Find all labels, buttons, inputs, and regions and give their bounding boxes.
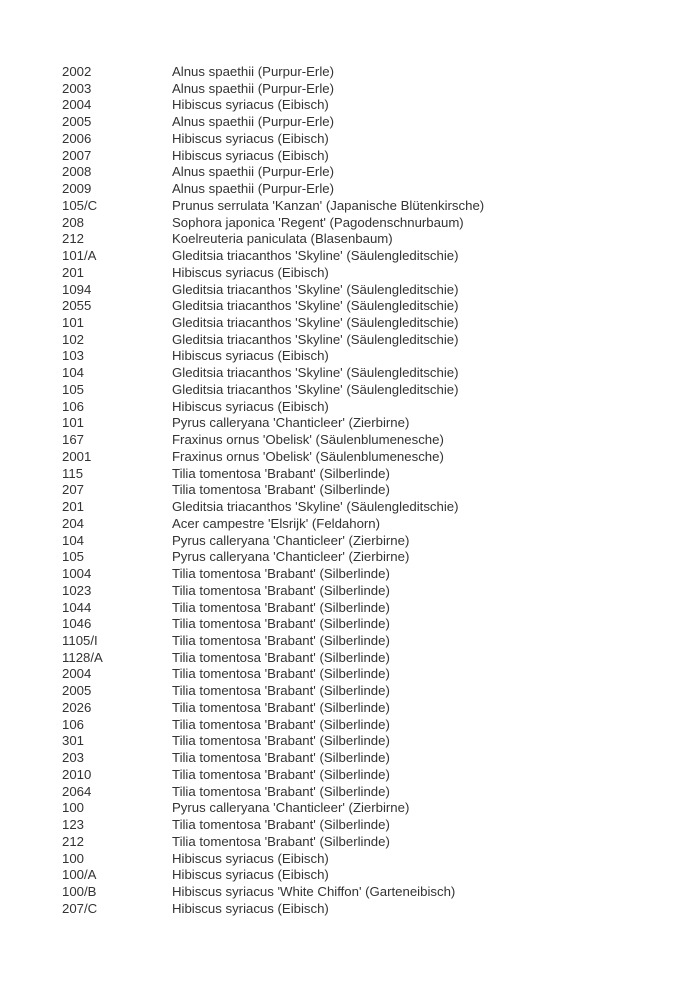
tree-number-cell: 207: [62, 482, 85, 498]
tree-number-cell: 104: [62, 532, 85, 548]
table-row: [62, 901, 680, 918]
tree-number-cell: 204: [62, 515, 85, 531]
tree-species-cell: Tilia tomentosa 'Brabant' (Silberlinde): [172, 733, 390, 749]
table-row: [62, 700, 680, 717]
tree-number-cell: 2008: [62, 164, 92, 180]
tree-species-cell: Gleditsia triacanthos 'Skyline' (Säulengleditschie): [172, 315, 459, 331]
table-row: [62, 265, 680, 282]
tree-number-cell: 2006: [62, 130, 92, 146]
tree-number-cell: 2007: [62, 147, 92, 163]
tree-number-cell: 208: [62, 214, 85, 230]
tree-number-cell: 1046: [62, 616, 92, 632]
tree-number-cell: 115: [62, 465, 84, 481]
table-row: [62, 499, 680, 516]
table-row: [62, 733, 680, 750]
tree-species-cell: Gleditsia triacanthos 'Skyline' (Säulengleditschie): [172, 499, 459, 515]
tree-species-cell: Alnus spaethii (Purpur-Erle): [172, 80, 334, 96]
table-row: [62, 365, 680, 382]
table-row: [62, 114, 680, 131]
tree-species-cell: Tilia tomentosa 'Brabant' (Silberlinde): [172, 699, 390, 715]
table-row: [62, 97, 680, 114]
tree-number-cell: 101: [62, 315, 85, 331]
table-row: [62, 449, 680, 466]
tree-species-cell: Gleditsia triacanthos 'Skyline' (Säulengleditschie): [172, 365, 459, 381]
tree-number-cell: 2004: [62, 666, 92, 682]
table-row: [62, 332, 680, 349]
tree-number-cell: 2001: [62, 448, 92, 464]
tree-species-cell: Gleditsia triacanthos 'Skyline' (Säulengleditschie): [172, 281, 459, 297]
table-row: [62, 767, 680, 784]
table-row: [62, 633, 680, 650]
tree-species-cell: Tilia tomentosa 'Brabant' (Silberlinde): [172, 683, 390, 699]
tree-number-cell: 100/B: [62, 883, 97, 899]
table-row: [62, 298, 680, 315]
table-row: [62, 248, 680, 265]
tree-species-cell: Tilia tomentosa 'Brabant' (Silberlinde): [172, 582, 390, 598]
table-row: [62, 64, 680, 81]
tree-number-cell: 2005: [62, 114, 92, 130]
table-row: [62, 348, 680, 365]
table-row: [62, 750, 680, 767]
tree-species-cell: Fraxinus ornus 'Obelisk' (Säulenblumenesche): [172, 432, 444, 448]
tree-number-cell: 105: [62, 549, 85, 565]
tree-species-cell: Koelreuteria paniculata (Blasenbaum): [172, 231, 393, 247]
tree-number-cell: 2002: [62, 64, 92, 79]
table-row: [62, 800, 680, 817]
table-row: [62, 666, 680, 683]
table-row: [62, 432, 680, 449]
tree-species-cell: Tilia tomentosa 'Brabant' (Silberlinde): [172, 599, 390, 615]
tree-species-cell: Tilia tomentosa 'Brabant' (Silberlinde): [172, 817, 390, 833]
table-row: [62, 164, 680, 181]
tree-number-cell: 100: [62, 800, 85, 816]
tree-number-cell: 100: [62, 850, 85, 866]
table-row: [62, 81, 680, 98]
tree-number-cell: 1105/I: [62, 632, 98, 648]
tree-species-cell: Hibiscus syriacus (Eibisch): [172, 147, 329, 163]
tree-species-cell: Alnus spaethii (Purpur-Erle): [172, 114, 334, 130]
tree-species-cell: Hibiscus syriacus (Eibisch): [172, 264, 329, 280]
table-row: [62, 867, 680, 884]
tree-species-cell: Pyrus calleryana 'Chanticleer' (Zierbirne): [172, 800, 410, 816]
table-row: [62, 215, 680, 232]
table-row: [62, 884, 680, 901]
tree-number-cell: 2064: [62, 783, 92, 799]
tree-species-cell: Tilia tomentosa 'Brabant' (Silberlinde): [172, 465, 390, 481]
tree-number-cell: 105/C: [62, 197, 98, 213]
tree-number-cell: 104: [62, 365, 85, 381]
tree-species-cell: Tilia tomentosa 'Brabant' (Silberlinde): [172, 750, 390, 766]
table-row: [62, 683, 680, 700]
tree-species-cell: Hibiscus syriacus (Eibisch): [172, 348, 329, 364]
tree-number-cell: 301: [62, 733, 85, 749]
tree-species-cell: Hibiscus syriacus (Eibisch): [172, 97, 329, 113]
table-row: [62, 784, 680, 801]
table-row: [62, 533, 680, 550]
tree-number-cell: 2004: [62, 97, 92, 113]
tree-species-cell: Gleditsia triacanthos 'Skyline' (Säulengleditschie): [172, 298, 459, 314]
tree-species-cell: Tilia tomentosa 'Brabant' (Silberlinde): [172, 833, 390, 849]
tree-species-cell: Hibiscus syriacus (Eibisch): [172, 130, 329, 146]
table-row: [62, 600, 680, 617]
tree-number-cell: 2005: [62, 683, 92, 699]
table-row: [62, 148, 680, 165]
tree-number-cell: 201: [62, 264, 85, 280]
tree-species-cell: Tilia tomentosa 'Brabant' (Silberlinde): [172, 783, 390, 799]
tree-list: [62, 64, 680, 917]
table-row: [62, 482, 680, 499]
tree-number-cell: 2010: [62, 766, 92, 782]
table-row: [62, 566, 680, 583]
tree-species-cell: Prunus serrulata 'Kanzan' (Japanische Blütenkirsche): [172, 197, 485, 213]
tree-number-cell: 212: [62, 833, 85, 849]
tree-species-cell: Tilia tomentosa 'Brabant' (Silberlinde): [172, 566, 390, 582]
tree-number-cell: 106: [62, 398, 85, 414]
tree-number-cell: 1004: [62, 566, 92, 582]
tree-species-cell: Tilia tomentosa 'Brabant' (Silberlinde): [172, 649, 390, 665]
tree-species-cell: Tilia tomentosa 'Brabant' (Silberlinde): [172, 666, 390, 682]
tree-species-cell: Fraxinus ornus 'Obelisk' (Säulenblumenesche): [172, 448, 444, 464]
tree-number-cell: 201: [62, 499, 85, 515]
table-row: [62, 851, 680, 868]
table-row: [62, 282, 680, 299]
tree-species-cell: Alnus spaethii (Purpur-Erle): [172, 164, 334, 180]
tree-number-cell: 101: [62, 415, 85, 431]
tree-number-cell: 105: [62, 381, 85, 397]
tree-number-cell: 203: [62, 750, 85, 766]
tree-species-cell: Hibiscus syriacus (Eibisch): [172, 867, 329, 883]
table-row: [62, 198, 680, 215]
table-row: [62, 231, 680, 248]
tree-number-cell: 101/A: [62, 248, 97, 264]
tree-species-cell: Gleditsia triacanthos 'Skyline' (Säulengleditschie): [172, 331, 459, 347]
tree-species-cell: Hibiscus syriacus (Eibisch): [172, 850, 329, 866]
tree-species-cell: Pyrus calleryana 'Chanticleer' (Zierbirne): [172, 549, 410, 565]
table-row: [62, 650, 680, 667]
tree-number-cell: 102: [62, 331, 85, 347]
tree-species-cell: Hibiscus syriacus (Eibisch): [172, 398, 329, 414]
tree-number-cell: 123: [62, 817, 85, 833]
tree-number-cell: 2009: [62, 181, 92, 197]
tree-species-cell: Gleditsia triacanthos 'Skyline' (Säulengleditschie): [172, 381, 459, 397]
tree-species-cell: Acer campestre 'Elsrijk' (Feldahorn): [172, 515, 381, 531]
tree-number-cell: 106: [62, 716, 85, 732]
tree-species-cell: Alnus spaethii (Purpur-Erle): [172, 64, 334, 79]
tree-number-cell: 2003: [62, 80, 92, 96]
tree-species-cell: Tilia tomentosa 'Brabant' (Silberlinde): [172, 766, 390, 782]
tree-number-cell: 1023: [62, 582, 92, 598]
tree-species-cell: Sophora japonica 'Regent' (Pagodenschnurbaum): [172, 214, 464, 230]
tree-number-cell: 100/A: [62, 867, 97, 883]
table-row: [62, 717, 680, 734]
tree-number-cell: 1128/A: [62, 649, 103, 665]
table-row: [62, 583, 680, 600]
tree-species-cell: Gleditsia triacanthos 'Skyline' (Säulengleditschie): [172, 248, 459, 264]
tree-number-cell: 207/C: [62, 900, 98, 916]
tree-number-cell: 212: [62, 231, 85, 247]
table-row: [62, 516, 680, 533]
tree-number-cell: 167: [62, 432, 85, 448]
tree-species-cell: Pyrus calleryana 'Chanticleer' (Zierbirne): [172, 532, 410, 548]
tree-number-cell: 1044: [62, 599, 92, 615]
tree-species-cell: Hibiscus syriacus (Eibisch): [172, 900, 329, 916]
table-row: [62, 415, 680, 432]
table-row: [62, 549, 680, 566]
tree-number-cell: 1094: [62, 281, 92, 297]
tree-species-cell: Hibiscus syriacus 'White Chiffon' (Garteneibisch): [172, 883, 456, 899]
tree-number-cell: 103: [62, 348, 85, 364]
table-row: [62, 616, 680, 633]
tree-species-cell: Tilia tomentosa 'Brabant' (Silberlinde): [172, 716, 390, 732]
tree-species-cell: Tilia tomentosa 'Brabant' (Silberlinde): [172, 482, 390, 498]
tree-number-cell: 2026: [62, 699, 92, 715]
tree-species-cell: Pyrus calleryana 'Chanticleer' (Zierbirne): [172, 415, 410, 431]
table-row: [62, 399, 680, 416]
table-row: [62, 817, 680, 834]
tree-species-cell: Tilia tomentosa 'Brabant' (Silberlinde): [172, 616, 390, 632]
table-row: [62, 466, 680, 483]
tree-species-cell: Tilia tomentosa 'Brabant' (Silberlinde): [172, 632, 390, 648]
table-row: [62, 181, 680, 198]
table-row: [62, 834, 680, 851]
table-row: [62, 315, 680, 332]
table-row: [62, 131, 680, 148]
tree-species-cell: Alnus spaethii (Purpur-Erle): [172, 181, 334, 197]
table-row: [62, 382, 680, 399]
tree-number-cell: 2055: [62, 298, 92, 314]
